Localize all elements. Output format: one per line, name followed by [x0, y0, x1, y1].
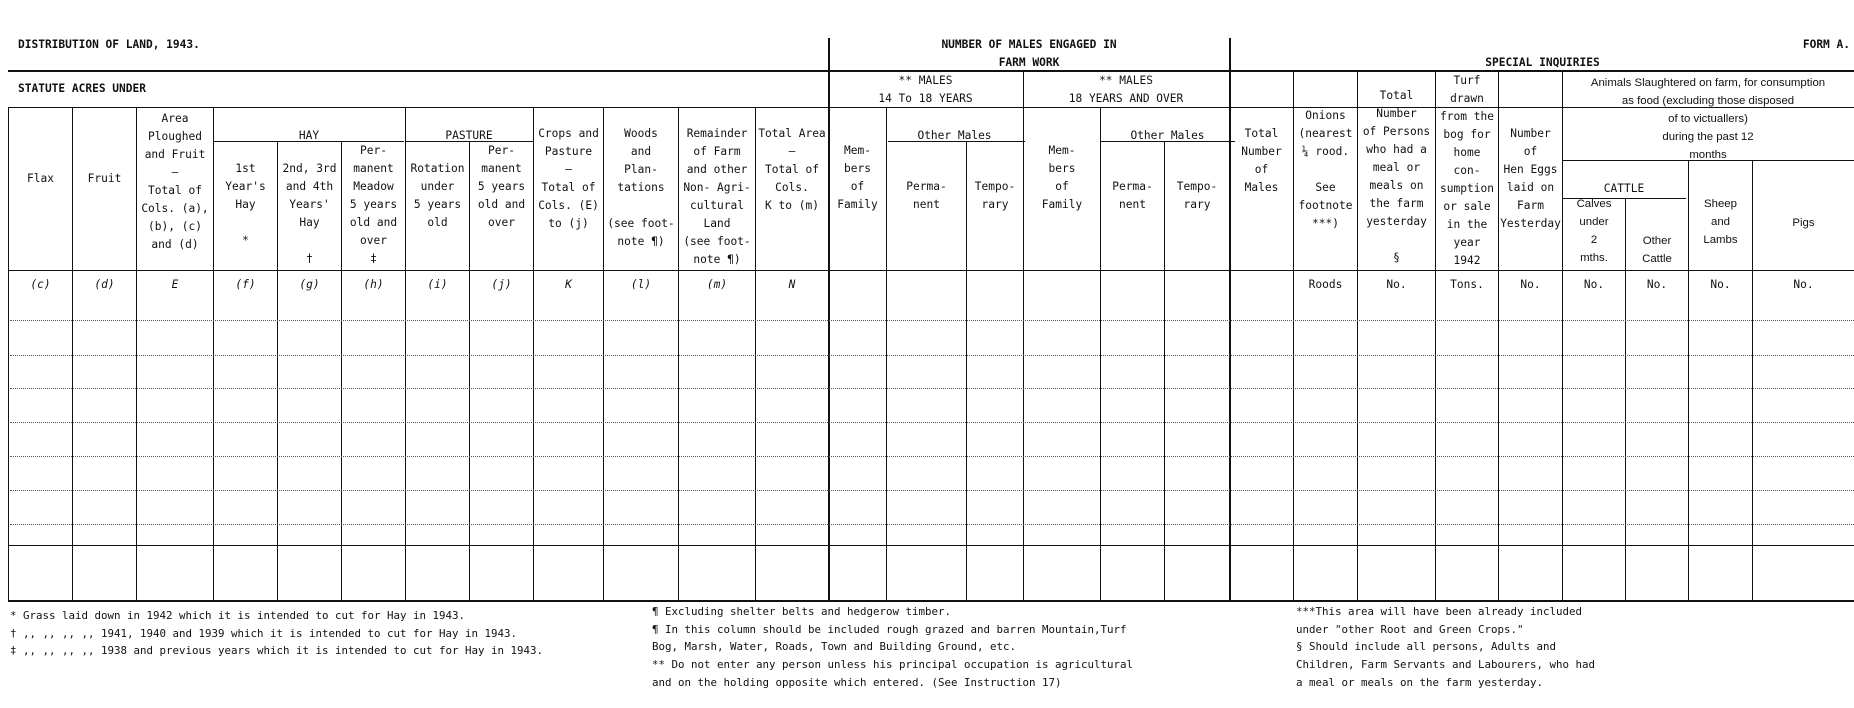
- col-header-22: home: [1453, 146, 1481, 159]
- animals-slaughtered-label: as food (excluding those disposed: [1621, 95, 1795, 107]
- col-header-3: and Fruit: [144, 148, 206, 161]
- col-header-10: tations: [617, 181, 665, 194]
- col-code-20: Roods: [1308, 278, 1343, 291]
- col-code-27: No.: [1793, 278, 1814, 291]
- rule-line: [8, 600, 1854, 602]
- col-header-22: in the: [1446, 218, 1488, 231]
- col-header-24: 2: [1590, 234, 1598, 246]
- col-header-19: Total: [1244, 127, 1279, 140]
- footnote-hay: ‡ ,, ,, ,, ,, 1938 and previous years which it is intended to cut for Hay in 1943.: [10, 644, 544, 658]
- footnote-persons: Children, Farm Servants and Labourers, who had: [1296, 658, 1596, 672]
- col-header-27: Pigs: [1792, 217, 1815, 229]
- col-header-21: yesterday: [1366, 215, 1427, 228]
- col-code-3: E: [171, 278, 179, 291]
- col-header-13: of: [850, 180, 865, 193]
- col-header-6: ‡: [370, 252, 377, 265]
- col-code-23: No.: [1520, 278, 1541, 291]
- col-header-7: old: [427, 216, 448, 229]
- col-header-3: —: [171, 166, 179, 179]
- col-header-6: over: [360, 234, 387, 247]
- col-header-11: and other: [686, 163, 748, 176]
- col-header-19: Number: [1241, 145, 1282, 158]
- col-header-8: 5 years: [477, 180, 526, 193]
- col-header-24: under: [1579, 216, 1609, 228]
- col-header-5: and 4th: [285, 180, 334, 193]
- col-header-5: 2nd, 3rd: [282, 162, 337, 175]
- col-header-12: K to (m): [765, 199, 819, 212]
- col-header-17: nent: [1119, 198, 1146, 211]
- statute-acres-label: STATUTE ACRES UNDER: [18, 82, 146, 95]
- col-header-7: Rotation: [410, 162, 465, 175]
- col-header-15: Tempo-: [974, 180, 1016, 193]
- entry-row: [10, 388, 1854, 389]
- col-code-8: (j): [491, 278, 512, 291]
- col-header-20: Onions: [1305, 109, 1346, 122]
- col-header-4: Hay: [235, 198, 256, 211]
- col-header-15: rary: [981, 198, 1009, 211]
- col-header-22: con-: [1453, 164, 1481, 177]
- col-header-7: under: [420, 180, 455, 193]
- col-code-5: (g): [299, 278, 320, 291]
- col-header-16: bers: [1048, 162, 1076, 175]
- col-code-24: No.: [1583, 278, 1605, 291]
- col-header-9: Pasture: [544, 145, 593, 158]
- males-14-18-line1: ** MALES: [898, 74, 953, 87]
- col-header-22: or sale: [1443, 200, 1491, 213]
- col-header-9: Crops and: [538, 127, 599, 140]
- col-header-8: Per-: [488, 144, 515, 157]
- col-header-10: Plan-: [624, 163, 658, 176]
- col-header-6: Per-: [360, 144, 387, 157]
- col-header-21: Total: [1379, 89, 1414, 102]
- col-header-21: who had a: [1366, 143, 1427, 156]
- col-header-11: Remainder: [686, 127, 748, 140]
- col-header-26: Sheep: [1704, 198, 1737, 210]
- cattle-group-label: CATTLE: [1603, 182, 1645, 195]
- col-header-20: ¼ rood.: [1301, 145, 1350, 158]
- col-header-24: mths.: [1580, 252, 1608, 264]
- col-header-24: Calves: [1576, 198, 1612, 210]
- col-header-5: †: [306, 252, 313, 265]
- footnote-persons: a meal or meals on the farm yesterday.: [1296, 675, 1544, 689]
- males-18-over-line2: 18 YEARS AND OVER: [1068, 92, 1184, 105]
- col-header-20: See: [1315, 181, 1336, 194]
- col-header-12: Total of: [765, 163, 819, 176]
- entry-row: [10, 422, 1854, 423]
- col-header-1: Flax: [27, 172, 54, 185]
- entry-row: [10, 524, 1854, 525]
- col-header-9: to (j): [548, 217, 589, 230]
- col-code-9: K: [565, 278, 572, 291]
- col-header-5: Years': [289, 198, 330, 211]
- col-header-11: Non- Agri-: [683, 181, 751, 194]
- col-header-10: Woods: [624, 127, 658, 140]
- col-header-20: (nearest: [1298, 127, 1353, 140]
- col-header-4: Year's: [225, 180, 266, 193]
- other-males-label: Other Males: [917, 129, 992, 142]
- col-header-19: of: [1254, 163, 1269, 176]
- males-engaged-line2: FARM WORK: [998, 56, 1060, 69]
- col-code-21: No.: [1386, 278, 1407, 291]
- col-header-10: (see foot-: [607, 217, 675, 230]
- animals-slaughtered-label: months: [1689, 149, 1727, 161]
- col-header-21: §: [1393, 251, 1400, 264]
- col-header-21: meals on: [1369, 179, 1424, 192]
- col-header-26: and: [1710, 216, 1730, 228]
- entry-row: [10, 355, 1854, 356]
- col-header-3: (b), (c): [148, 220, 202, 233]
- col-header-22: 1942: [1453, 254, 1481, 267]
- col-header-9: —: [565, 163, 572, 176]
- footnote-woods: ¶ Excluding shelter belts and hedgerow timber.: [652, 605, 952, 618]
- footnote-hay: † ,, ,, ,, ,, 1941, 1940 and 1939 which it is intended to cut for Hay in 1943.: [10, 626, 518, 640]
- col-header-3: Area: [161, 112, 189, 125]
- col-header-11: Land: [703, 217, 731, 230]
- footnote-woods: and on the holding opposite which entered. (See Instruction 17): [652, 675, 1062, 689]
- col-header-20: footnote: [1298, 199, 1353, 212]
- col-header-17: Perma-: [1112, 180, 1153, 193]
- col-header-23: laid on: [1506, 181, 1555, 194]
- col-header-2: Fruit: [87, 172, 122, 185]
- col-header-21: Number: [1376, 107, 1417, 120]
- col-header-22: bog for: [1443, 128, 1491, 141]
- col-header-12: Cols.: [775, 181, 809, 194]
- col-header-10: and: [630, 145, 652, 158]
- col-code-22: Tons.: [1450, 278, 1484, 291]
- col-code-7: (i): [427, 278, 448, 291]
- form-title: DISTRIBUTION OF LAND, 1943.: [18, 38, 200, 51]
- col-header-23: Farm: [1517, 199, 1544, 212]
- col-header-6: manent: [353, 162, 394, 175]
- footnote-hay: * Grass laid down in 1942 which it is intended to cut for Hay in 1943.: [10, 609, 466, 622]
- col-code-11: (m): [706, 278, 728, 291]
- males-engaged-line1: NUMBER OF MALES ENGAGED IN: [941, 38, 1117, 51]
- entry-row: [10, 456, 1854, 457]
- col-header-3: Total of: [148, 184, 202, 197]
- col-header-11: note ¶): [693, 253, 741, 266]
- males-14-18-line2: 14 To 18 YEARS: [878, 92, 973, 105]
- col-header-3: Ploughed: [148, 130, 202, 143]
- animals-slaughtered-label: during the past 12: [1662, 131, 1754, 143]
- rule-line: [1229, 38, 1231, 600]
- col-header-25: Other: [1642, 235, 1672, 247]
- col-header-3: Cols. (a),: [141, 202, 209, 215]
- col-header-8: old and: [477, 198, 526, 211]
- col-header-11: (see foot-: [683, 235, 751, 248]
- col-header-23: Hen Eggs: [1503, 163, 1558, 176]
- col-header-23: Yesterday: [1500, 217, 1561, 230]
- col-header-9: Total of: [541, 181, 596, 194]
- col-code-26: No.: [1710, 278, 1731, 291]
- col-header-4: *: [242, 234, 249, 247]
- col-header-13: Mem-: [844, 144, 871, 157]
- footnote-persons: § Should include all persons, Adults and: [1296, 640, 1557, 654]
- animals-slaughtered-label: of to victuallers): [1668, 113, 1748, 125]
- rule-line: [8, 270, 1854, 271]
- col-header-10: note ¶): [617, 235, 665, 248]
- col-header-4: 1st: [235, 162, 256, 175]
- col-header-19: Males: [1244, 181, 1279, 194]
- footnote-woods: Bog, Marsh, Water, Roads, Town and Building Ground, etc.: [652, 640, 1017, 654]
- col-header-16: of: [1055, 180, 1069, 193]
- footnote-persons: ***This area will have been already included: [1296, 605, 1583, 618]
- col-header-22: sumption: [1440, 182, 1494, 195]
- form-id: FORM A.: [1802, 38, 1850, 51]
- col-header-14: nent: [913, 198, 940, 211]
- col-header-12: —: [788, 145, 796, 158]
- col-header-8: manent: [481, 162, 522, 175]
- rule-line: [828, 38, 830, 600]
- other-males-label: Other Males: [1130, 129, 1205, 142]
- col-header-6: old and: [349, 216, 398, 229]
- col-header-3: and (d): [151, 238, 199, 251]
- footnote-woods: ** Do not enter any person unless his principal occupation is agricultural: [652, 658, 1134, 672]
- col-header-13: Family: [837, 198, 878, 211]
- col-header-8: over: [488, 216, 515, 229]
- hay-group-label: HAY: [298, 129, 320, 142]
- col-header-11: of Farm: [693, 145, 741, 158]
- col-header-14: Perma-: [906, 180, 947, 193]
- col-header-21: the farm: [1369, 197, 1424, 210]
- col-header-25: Cattle: [1642, 253, 1672, 265]
- col-header-18: rary: [1183, 198, 1211, 211]
- col-header-22: from the: [1440, 110, 1494, 123]
- rule-line: [8, 545, 1854, 546]
- pasture-group-label: PASTURE: [445, 129, 493, 142]
- col-header-11: cultural: [690, 199, 744, 212]
- entry-row: [10, 490, 1854, 491]
- col-header-20: ***): [1312, 217, 1339, 230]
- col-code-10: (l): [630, 278, 652, 291]
- col-header-22: drawn: [1450, 92, 1484, 105]
- col-header-21: of Persons: [1362, 125, 1431, 138]
- footnote-woods: ¶ In this column should be included rough grazed and barren Mountain,Turf: [652, 622, 1127, 636]
- col-header-18: Tempo-: [1176, 180, 1218, 193]
- col-header-6: 5 years: [349, 198, 398, 211]
- col-header-9: Cols. (E): [538, 199, 599, 212]
- col-header-16: Mem-: [1048, 144, 1076, 157]
- col-header-13: bers: [844, 162, 871, 175]
- col-header-21: meal or: [1372, 161, 1421, 174]
- col-header-7: 5 years: [413, 198, 462, 211]
- col-header-16: Family: [1041, 198, 1083, 211]
- col-header-26: Lambs: [1703, 234, 1738, 246]
- males-18-over-line1: ** MALES: [1099, 74, 1153, 87]
- special-inquiries: SPECIAL INQUIRIES: [1485, 56, 1600, 69]
- col-header-22: year: [1453, 236, 1481, 249]
- col-header-22: Turf: [1453, 74, 1481, 87]
- col-code-25: No.: [1646, 278, 1668, 291]
- col-header-6: Meadow: [353, 180, 394, 193]
- col-code-1: (c): [30, 278, 51, 291]
- col-code-6: (h): [363, 278, 384, 291]
- col-header-23: of: [1523, 145, 1538, 158]
- animals-slaughtered-label: Animals Slaughtered on farm, for consumption: [1590, 77, 1826, 89]
- col-header-12: Total Area: [758, 127, 826, 140]
- col-code-2: (d): [94, 278, 115, 291]
- col-header-23: Number: [1510, 127, 1551, 140]
- col-code-4: (f): [235, 278, 256, 291]
- entry-row: [10, 320, 1854, 321]
- footnote-persons: under "other Root and Green Crops.": [1296, 622, 1524, 636]
- col-header-5: Hay: [299, 216, 320, 229]
- col-code-12: N: [788, 278, 796, 291]
